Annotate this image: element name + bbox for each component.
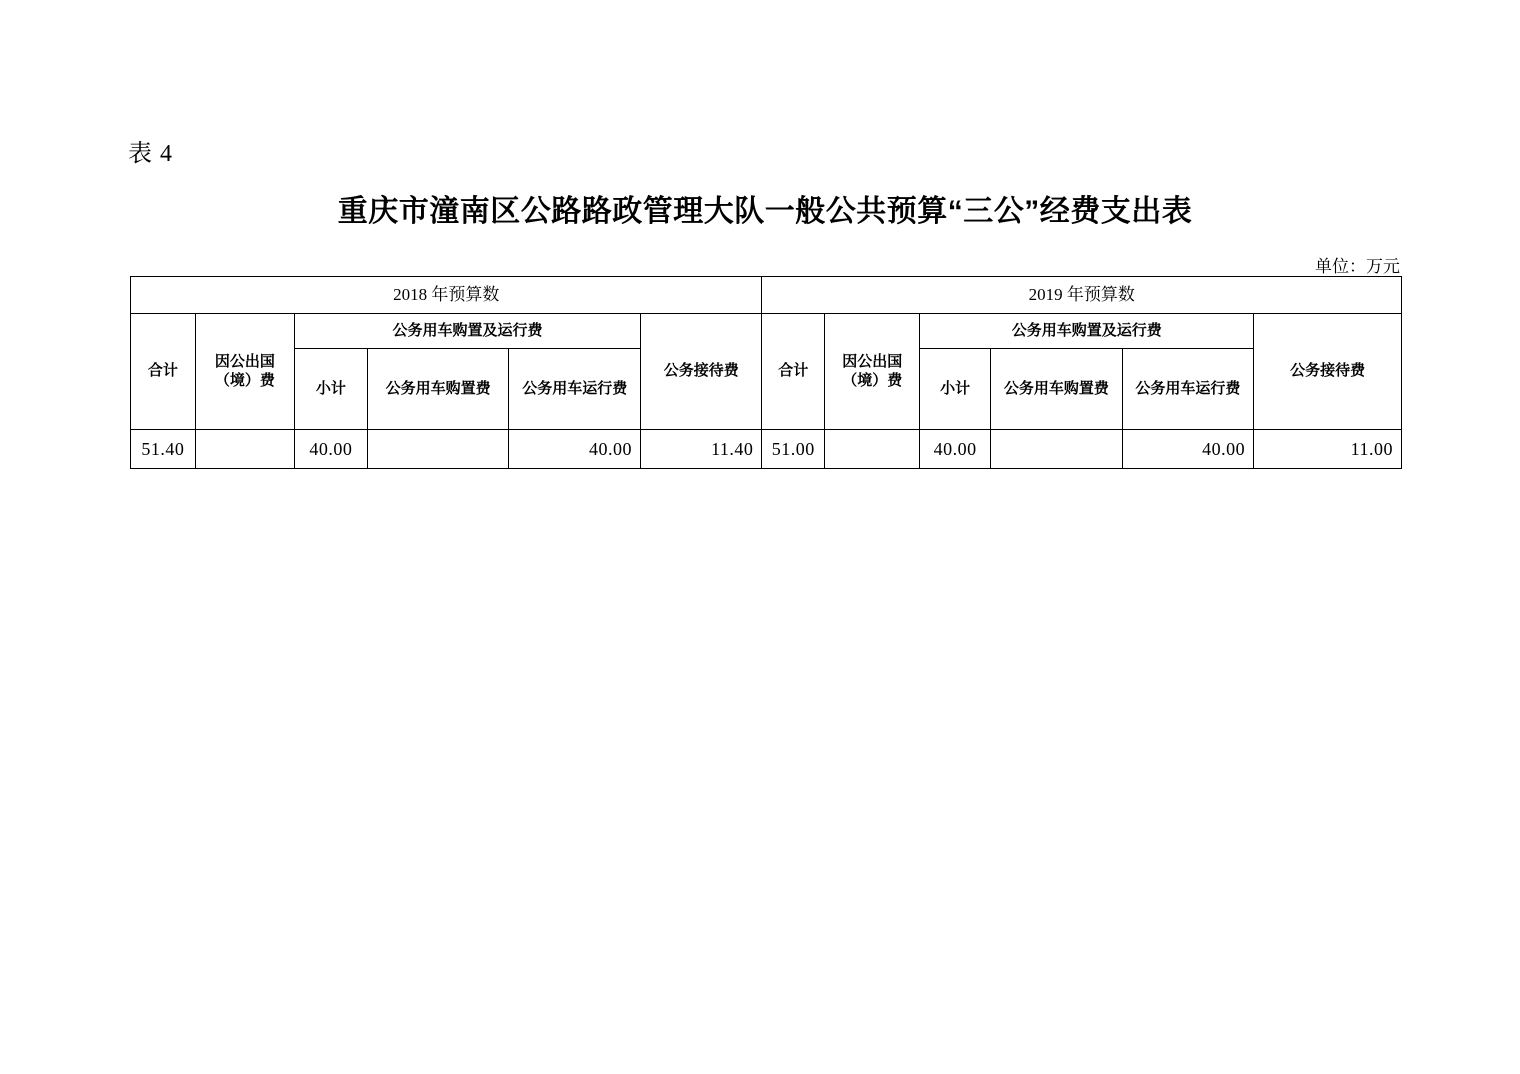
cell-vehicle-operation-2018: 40.00 bbox=[509, 430, 641, 469]
table-row-year-groups bbox=[131, 277, 1402, 314]
unit-note: 单位：万元 bbox=[1315, 257, 1400, 276]
header-vehicle-group-2019: 公务用车购置及运行费 bbox=[920, 314, 1254, 349]
table-label: 表 4 bbox=[128, 141, 173, 167]
header-vehicle-subtotal-2018: 小计 bbox=[294, 349, 367, 430]
cell-reception-2019: 11.00 bbox=[1254, 430, 1402, 469]
header-vehicle-group-2018: 公务用车购置及运行费 bbox=[294, 314, 640, 349]
table-row bbox=[131, 430, 1402, 469]
table-row-group-headers bbox=[131, 314, 1402, 349]
year-group-2019: 2019 年预算数 bbox=[762, 277, 1402, 314]
cell-vehicle-purchase-2018 bbox=[367, 430, 509, 469]
budget-table-container bbox=[130, 276, 1402, 469]
header-total-2019: 合计 bbox=[762, 314, 825, 430]
cell-reception-2018: 11.40 bbox=[640, 430, 761, 469]
cell-vehicle-subtotal-2018: 40.00 bbox=[294, 430, 367, 469]
budget-table bbox=[130, 276, 1402, 469]
header-reception-2018: 公务接待费 bbox=[640, 314, 761, 430]
header-vehicle-subtotal-2019: 小计 bbox=[920, 349, 991, 430]
cell-vehicle-operation-2019: 40.00 bbox=[1122, 430, 1254, 469]
page-title: 重庆市潼南区公路路政管理大队一般公共预算“三公”经费支出表 bbox=[337, 195, 1193, 228]
cell-abroad-2019 bbox=[825, 430, 920, 469]
cell-vehicle-subtotal-2019: 40.00 bbox=[920, 430, 991, 469]
header-abroad-2018: 因公出国（境）费 bbox=[195, 314, 294, 430]
cell-abroad-2018 bbox=[195, 430, 294, 469]
header-vehicle-purchase-2018: 公务用车购置费 bbox=[367, 349, 509, 430]
header-vehicle-operation-2018: 公务用车运行费 bbox=[509, 349, 641, 430]
year-group-2018: 2018 年预算数 bbox=[131, 277, 762, 314]
header-vehicle-operation-2019: 公务用车运行费 bbox=[1122, 349, 1254, 430]
header-reception-2019: 公务接待费 bbox=[1254, 314, 1402, 430]
header-total-2018: 合计 bbox=[131, 314, 196, 430]
cell-vehicle-purchase-2019 bbox=[991, 430, 1123, 469]
cell-total-2018: 51.40 bbox=[131, 430, 196, 469]
cell-total-2019: 51.00 bbox=[762, 430, 825, 469]
header-abroad-2019: 因公出国（境）费 bbox=[825, 314, 920, 430]
header-vehicle-purchase-2019: 公务用车购置费 bbox=[991, 349, 1123, 430]
